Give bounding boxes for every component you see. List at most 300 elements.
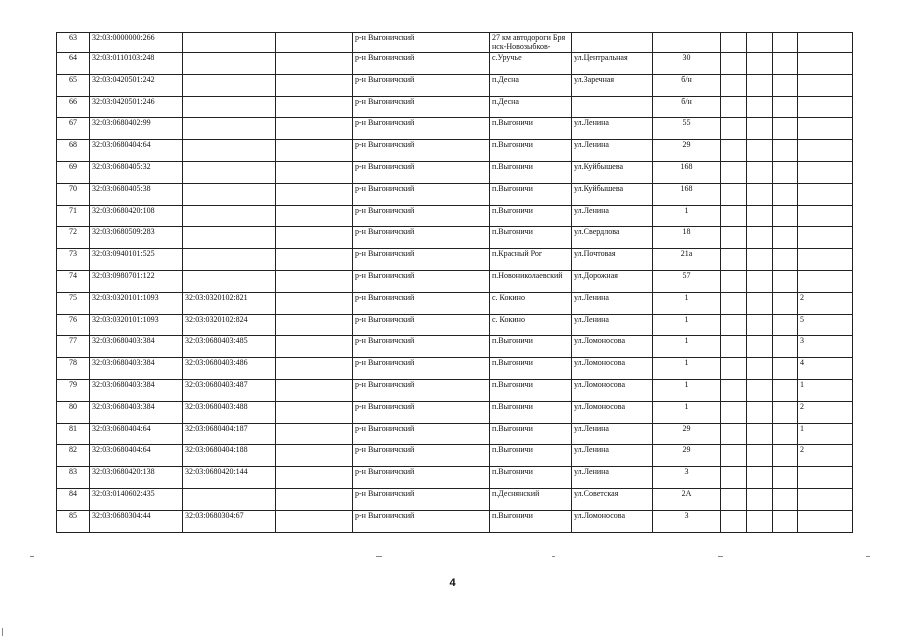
empty-cell [773,358,798,380]
linked-cadastral-number-cell [183,161,276,183]
house-number-cell: 168 [653,161,721,183]
linked-cadastral-number-cell: 32:03:0680404:187 [183,423,276,445]
row-number: 71 [57,205,90,227]
settlement-cell: п.Выгоничи [490,401,572,423]
unit-number-cell [798,227,853,249]
street-cell: ул.Центральная [572,53,653,75]
empty-cell [276,358,353,380]
linked-cadastral-number-cell [183,74,276,96]
table-row [57,270,853,292]
empty-cell [721,336,747,358]
district-cell: р-н Выгоничский [353,467,490,489]
house-number-cell: 1 [653,358,721,380]
document-page [56,32,852,533]
house-number-cell: б/н [653,96,721,118]
empty-cell [276,53,353,75]
empty-cell [773,488,798,510]
table-row [57,314,853,336]
empty-cell [773,249,798,271]
scan-mark [2,628,3,636]
linked-cadastral-number-cell: 32:03:0680403:485 [183,336,276,358]
empty-cell [747,467,773,489]
table-row [57,227,853,249]
unit-number-cell: 4 [798,358,853,380]
cadastral-number-cell: 32:03:0680403:384 [90,336,183,358]
linked-cadastral-number-cell: 32:03:0680403:488 [183,401,276,423]
street-cell: ул.Ломоносова [572,358,653,380]
cadastral-number-cell: 32:03:0940101:525 [90,249,183,271]
district-cell: р-н Выгоничский [353,358,490,380]
empty-cell [773,33,798,53]
unit-number-cell [798,510,853,532]
empty-cell [276,314,353,336]
street-cell: ул.Ленина [572,467,653,489]
empty-cell [721,401,747,423]
linked-cadastral-number-cell: 32:03:0680404:188 [183,445,276,467]
unit-number-cell [798,249,853,271]
empty-cell [747,118,773,140]
empty-cell [747,292,773,314]
row-number: 84 [57,488,90,510]
empty-cell [721,227,747,249]
district-cell: р-н Выгоничский [353,445,490,467]
empty-cell [276,118,353,140]
cadastral-number-cell: 32:03:0110103:248 [90,53,183,75]
house-number-cell: 29 [653,423,721,445]
street-cell: ул.Ленина [572,118,653,140]
table-row [57,358,853,380]
empty-cell [747,205,773,227]
empty-cell [747,96,773,118]
settlement-cell: п.Выгоничи [490,358,572,380]
empty-cell [747,53,773,75]
empty-cell [721,96,747,118]
empty-cell [721,249,747,271]
unit-number-cell: 2 [798,445,853,467]
linked-cadastral-number-cell [183,33,276,53]
district-cell: р-н Выгоничский [353,401,490,423]
unit-number-cell [798,33,853,53]
scan-mark [866,556,870,557]
cadastral-number-cell: 32:03:0680403:384 [90,401,183,423]
empty-cell [276,205,353,227]
empty-cell [773,118,798,140]
empty-cell [721,379,747,401]
cadastral-number-cell: 32:03:0680405:32 [90,161,183,183]
empty-cell [747,379,773,401]
linked-cadastral-number-cell [183,488,276,510]
unit-number-cell [798,161,853,183]
linked-cadastral-number-cell: 32:03:0680304:67 [183,510,276,532]
house-number-cell: 29 [653,445,721,467]
empty-cell [276,423,353,445]
house-number-cell: 57 [653,270,721,292]
empty-cell [747,249,773,271]
street-cell: ул.Ленина [572,140,653,162]
empty-cell [773,467,798,489]
linked-cadastral-number-cell: 32:03:0680420:144 [183,467,276,489]
district-cell: р-н Выгоничский [353,183,490,205]
table-row [57,423,853,445]
empty-cell [276,74,353,96]
cadastral-number-cell: 32:03:0680420:138 [90,467,183,489]
row-number: 83 [57,467,90,489]
table-row [57,205,853,227]
row-number: 74 [57,270,90,292]
table-row [57,467,853,489]
street-cell: ул.Дорожная [572,270,653,292]
empty-cell [276,336,353,358]
cadastral-number-cell: 32:03:0320101:1093 [90,314,183,336]
table-row [57,74,853,96]
empty-cell [773,510,798,532]
scan-mark [376,556,382,557]
unit-number-cell [798,488,853,510]
scan-mark [718,556,723,557]
unit-number-cell [798,74,853,96]
table-row [57,118,853,140]
district-cell: р-н Выгоничский [353,96,490,118]
street-cell [572,96,653,118]
unit-number-cell [798,96,853,118]
table-row [57,53,853,75]
linked-cadastral-number-cell [183,118,276,140]
row-number: 65 [57,74,90,96]
empty-cell [773,183,798,205]
district-cell: р-н Выгоничский [353,53,490,75]
table-row [57,140,853,162]
row-number: 85 [57,510,90,532]
table-row [57,445,853,467]
district-cell: р-н Выгоничский [353,74,490,96]
house-number-cell: 1 [653,379,721,401]
empty-cell [773,74,798,96]
cadastral-number-cell: 32:03:0680404:64 [90,445,183,467]
unit-number-cell: 1 [798,379,853,401]
unit-number-cell [798,205,853,227]
empty-cell [747,227,773,249]
empty-cell [276,292,353,314]
empty-cell [721,488,747,510]
empty-cell [721,423,747,445]
house-number-cell: 30 [653,53,721,75]
house-number-cell: 1 [653,314,721,336]
row-number: 68 [57,140,90,162]
empty-cell [773,336,798,358]
empty-cell [773,445,798,467]
row-number: 77 [57,336,90,358]
settlement-cell: п.Выгоничи [490,227,572,249]
street-cell: ул.Ломоносова [572,510,653,532]
district-cell: р-н Выгоничский [353,292,490,314]
unit-number-cell [798,270,853,292]
street-cell: ул.Ломоносова [572,336,653,358]
settlement-cell: п.Выгоничи [490,140,572,162]
row-number: 76 [57,314,90,336]
table-row [57,249,853,271]
scan-mark [30,556,34,557]
house-number-cell: б/н [653,74,721,96]
empty-cell [276,227,353,249]
linked-cadastral-number-cell: 32:03:0680403:487 [183,379,276,401]
district-cell: р-н Выгоничский [353,270,490,292]
row-number: 70 [57,183,90,205]
empty-cell [721,74,747,96]
settlement-cell: п.Выгоничи [490,510,572,532]
empty-cell [721,314,747,336]
table-row [57,379,853,401]
empty-cell [721,183,747,205]
settlement-cell: п.Выгоничи [490,445,572,467]
empty-cell [773,314,798,336]
row-number: 75 [57,292,90,314]
settlement-cell: п.Деснянский [490,488,572,510]
empty-cell [747,161,773,183]
linked-cadastral-number-cell [183,140,276,162]
district-cell: р-н Выгоничский [353,423,490,445]
row-number: 64 [57,53,90,75]
cadastral-number-cell: 32:03:0680403:384 [90,358,183,380]
row-number: 82 [57,445,90,467]
row-number: 66 [57,96,90,118]
table-row [57,488,853,510]
cadastral-number-cell: 32:03:0140602:435 [90,488,183,510]
empty-cell [276,270,353,292]
district-cell: р-н Выгоничский [353,510,490,532]
row-number: 73 [57,249,90,271]
street-cell: ул.Ломоносова [572,379,653,401]
row-number: 69 [57,161,90,183]
district-cell: р-н Выгоничский [353,379,490,401]
cadastral-number-cell: 32:03:0680404:64 [90,423,183,445]
street-cell: ул.Ленина [572,314,653,336]
district-cell: р-н Выгоничский [353,118,490,140]
empty-cell [721,467,747,489]
empty-cell [747,33,773,53]
table-row [57,510,853,532]
empty-cell [276,249,353,271]
scan-mark [552,556,555,557]
street-cell: ул.Ленина [572,423,653,445]
settlement-cell: с. Кокино [490,292,572,314]
house-number-cell: 18 [653,227,721,249]
empty-cell [721,53,747,75]
linked-cadastral-number-cell [183,270,276,292]
unit-number-cell: 3 [798,336,853,358]
empty-cell [276,510,353,532]
table-row [57,292,853,314]
property-register-table [56,32,853,533]
settlement-cell: п.Выгоничи [490,379,572,401]
settlement-cell: п.Новониколаевский [490,270,572,292]
street-cell: ул.Советская [572,488,653,510]
house-number-cell: 21а [653,249,721,271]
linked-cadastral-number-cell: 32:03:0320102:824 [183,314,276,336]
linked-cadastral-number-cell [183,227,276,249]
empty-cell [773,401,798,423]
settlement-cell: с.Уручье [490,53,572,75]
district-cell: р-н Выгоничский [353,488,490,510]
cadastral-number-cell: 32:03:0320101:1093 [90,292,183,314]
cadastral-number-cell: 32:03:0680304:44 [90,510,183,532]
unit-number-cell [798,140,853,162]
empty-cell [721,358,747,380]
house-number-cell: 3 [653,467,721,489]
empty-cell [721,445,747,467]
unit-number-cell: 2 [798,292,853,314]
empty-cell [276,33,353,53]
settlement-cell: п.Выгоничи [490,205,572,227]
table-row [57,336,853,358]
table-row [57,33,853,53]
unit-number-cell [798,467,853,489]
table-row [57,161,853,183]
empty-cell [276,96,353,118]
row-number: 80 [57,401,90,423]
empty-cell [721,140,747,162]
empty-cell [773,140,798,162]
street-cell: ул.Куйбышева [572,161,653,183]
empty-cell [721,205,747,227]
empty-cell [747,183,773,205]
house-number-cell: 2А [653,488,721,510]
cadastral-number-cell: 32:03:0980701:122 [90,270,183,292]
district-cell: р-н Выгоничский [353,140,490,162]
settlement-cell: с. Кокино [490,314,572,336]
settlement-cell: п.Десна [490,74,572,96]
street-cell [572,33,653,53]
house-number-cell: 1 [653,336,721,358]
cadastral-number-cell: 32:03:0680405:38 [90,183,183,205]
empty-cell [276,467,353,489]
street-cell: ул.Ломоносова [572,401,653,423]
settlement-cell: п.Выгоничи [490,118,572,140]
empty-cell [747,423,773,445]
district-cell: р-н Выгоничский [353,336,490,358]
empty-cell [747,358,773,380]
empty-cell [276,379,353,401]
house-number-cell: 3 [653,510,721,532]
district-cell: р-н Выгоничский [353,314,490,336]
empty-cell [773,379,798,401]
street-cell: ул.Ленина [572,445,653,467]
cadastral-number-cell: 32:03:0680403:384 [90,379,183,401]
row-number: 81 [57,423,90,445]
empty-cell [747,488,773,510]
empty-cell [721,510,747,532]
house-number-cell: 1 [653,205,721,227]
cadastral-number-cell: 32:03:0680420:108 [90,205,183,227]
empty-cell [773,227,798,249]
empty-cell [747,401,773,423]
empty-cell [721,270,747,292]
empty-cell [773,423,798,445]
street-cell: ул.Куйбышева [572,183,653,205]
unit-number-cell: 1 [798,423,853,445]
cadastral-number-cell: 32:03:0680509:283 [90,227,183,249]
empty-cell [276,140,353,162]
linked-cadastral-number-cell: 32:03:0320102:821 [183,292,276,314]
unit-number-cell: 2 [798,401,853,423]
empty-cell [747,510,773,532]
empty-cell [747,140,773,162]
linked-cadastral-number-cell [183,205,276,227]
empty-cell [773,205,798,227]
settlement-cell: п.Красный Рог [490,249,572,271]
empty-cell [773,53,798,75]
linked-cadastral-number-cell: 32:03:0680403:486 [183,358,276,380]
empty-cell [747,445,773,467]
street-cell: ул.Ленина [572,205,653,227]
linked-cadastral-number-cell [183,53,276,75]
row-number: 72 [57,227,90,249]
table-body [57,33,853,533]
district-cell: р-н Выгоничский [353,205,490,227]
unit-number-cell [798,53,853,75]
empty-cell [721,118,747,140]
empty-cell [773,292,798,314]
district-cell: р-н Выгоничский [353,33,490,53]
empty-cell [276,445,353,467]
district-cell: р-н Выгоничский [353,249,490,271]
empty-cell [276,401,353,423]
settlement-cell: п.Выгоничи [490,423,572,445]
cadastral-number-cell: 32:03:0000000:266 [90,33,183,53]
house-number-cell: 1 [653,401,721,423]
table-row [57,96,853,118]
district-cell: р-н Выгоничский [353,161,490,183]
house-number-cell [653,33,721,53]
empty-cell [721,161,747,183]
settlement-cell: п.Выгоничи [490,336,572,358]
cadastral-number-cell: 32:03:0420501:242 [90,74,183,96]
empty-cell [721,33,747,53]
linked-cadastral-number-cell [183,249,276,271]
linked-cadastral-number-cell [183,183,276,205]
unit-number-cell [798,183,853,205]
row-number: 63 [57,33,90,53]
street-cell: ул.Заречная [572,74,653,96]
empty-cell [747,314,773,336]
cadastral-number-cell: 32:03:0680404:64 [90,140,183,162]
row-number: 78 [57,358,90,380]
street-cell: ул.Ленина [572,292,653,314]
settlement-cell: п.Выгоничи [490,161,572,183]
settlement-cell: п.Выгоничи [490,183,572,205]
empty-cell [276,488,353,510]
house-number-cell: 168 [653,183,721,205]
empty-cell [747,74,773,96]
linked-cadastral-number-cell [183,96,276,118]
empty-cell [773,270,798,292]
row-number: 79 [57,379,90,401]
page-number: 4 [449,577,456,589]
unit-number-cell [798,118,853,140]
empty-cell [773,96,798,118]
settlement-cell: 27 км автодороги Брянск-Новозыбков- [490,33,572,53]
house-number-cell: 1 [653,292,721,314]
row-number: 67 [57,118,90,140]
empty-cell [276,183,353,205]
street-cell: ул.Почтовая [572,249,653,271]
cadastral-number-cell: 32:03:0680402:99 [90,118,183,140]
settlement-cell: п.Выгоничи [490,467,572,489]
cadastral-number-cell: 32:03:0420501:246 [90,96,183,118]
table-row [57,401,853,423]
house-number-cell: 29 [653,140,721,162]
empty-cell [773,161,798,183]
unit-number-cell: 5 [798,314,853,336]
